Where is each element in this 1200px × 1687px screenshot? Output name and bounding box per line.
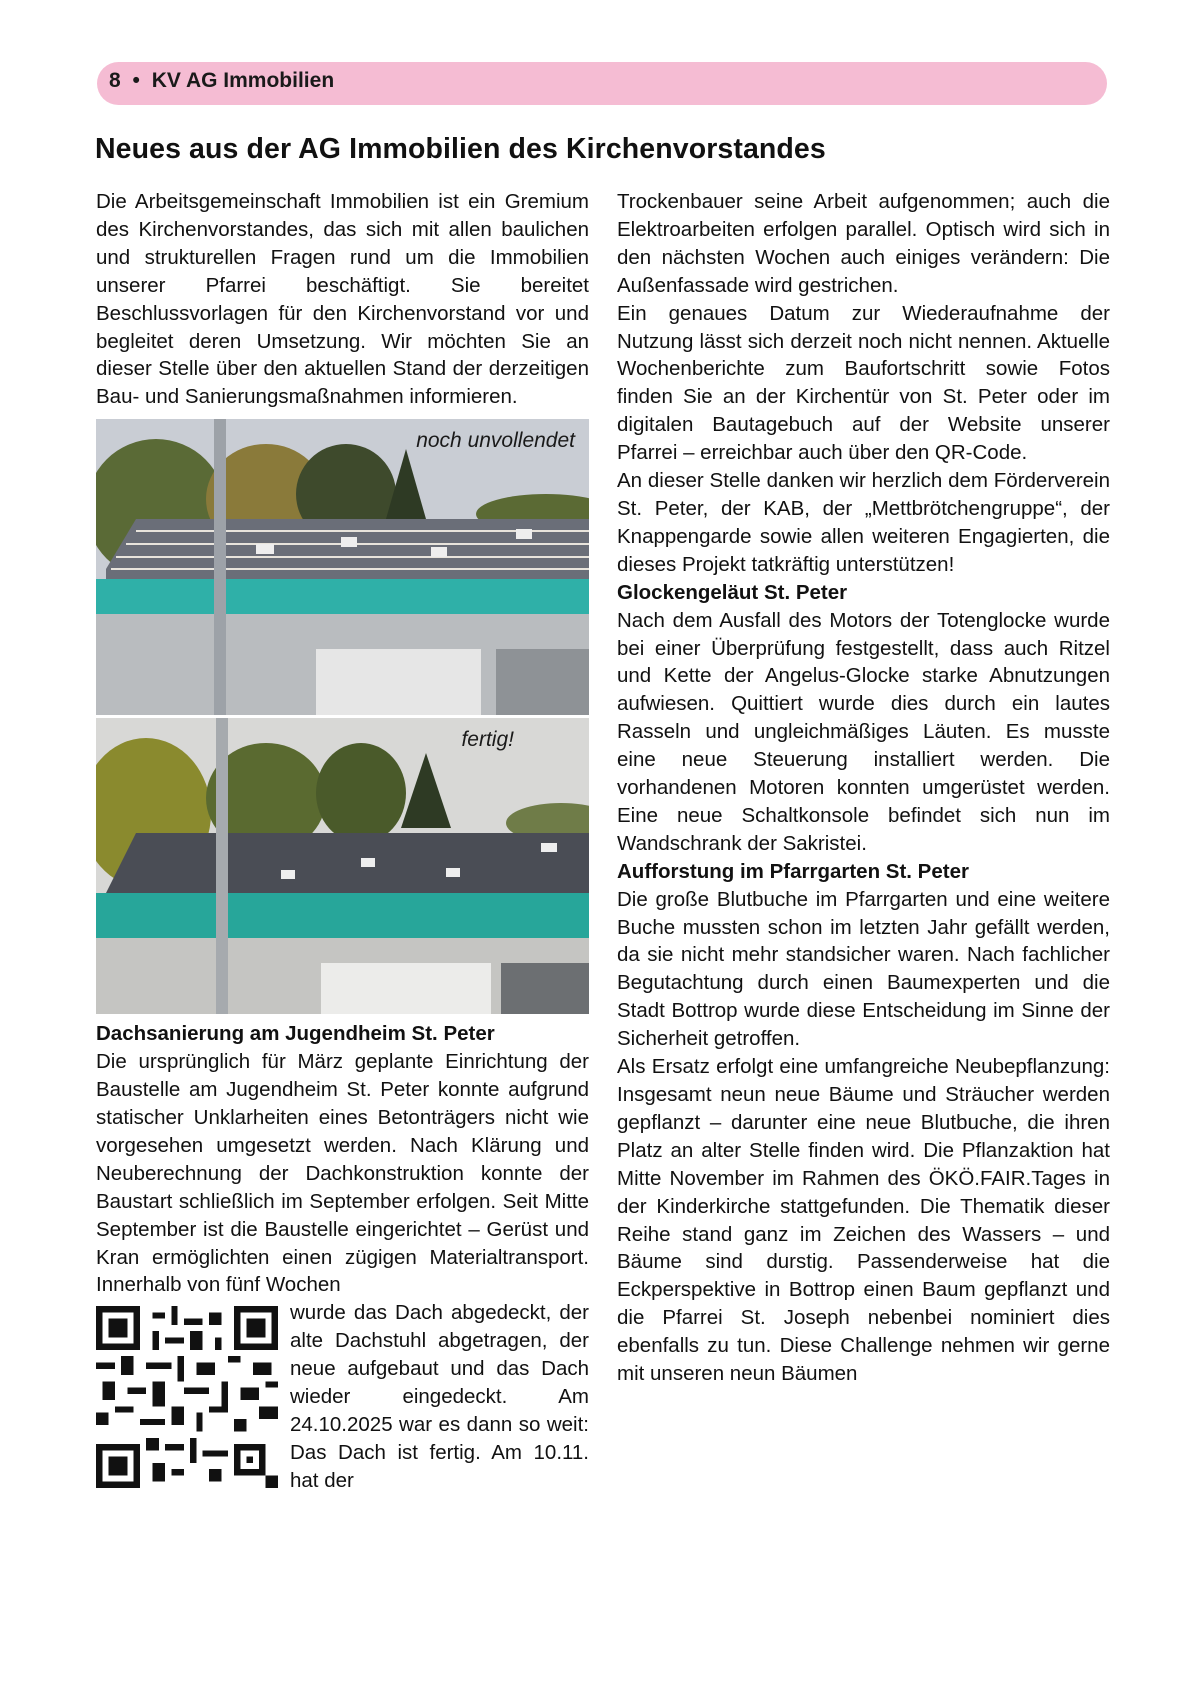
photo-roof-unfinished (96, 419, 589, 715)
reforestation-paragraph-1: Die große Blutbuche im Pfarrgarten und eine weitere Buche mussten schon im letzten Jahr gefällt werden, da sie nicht mehr standsicher waren. Nach fachlicher Begutachtung durch einen Baumexperten und die Stadt Bottrop wurde diese Entscheidung im Sinne der Sicherheit getroffen. (617, 887, 1110, 1051)
column-left (96, 188, 589, 1495)
roof-paragraph-1: Die ursprünglich für März geplante Einrichtung der Baustelle am Jugendheim St. Peter konnte aufgrund statischer Unklarheiten eines Betonträgers nicht wie vorgesehen umgesetzt werden. Nach Klärung und Neuberechnung der Dachkonstruktion konnte der Baustart schließlich im September erfolgen. Seit Mitte September ist die Baustelle eingerichtet – Gerüst und Kran ermöglichten einen zügigen Materialtransport. Innerhalb von fünf Wochen (96, 1050, 589, 1297)
column-right (617, 188, 1110, 1388)
intro-paragraph: Die Arbeitsgemeinschaft Immobilien ist ein Gremium des Kirchenvorstandes, das sich mit allen baulichen und strukturellen Fragen rund um die Immobilien unserer Pfarrei beschäftigt. Sie bereitet Beschlussvorlagen für den Kirchenvorstand vor und begleitet deren Umsetzung. Wir möchten Sie an dieser Stelle über den aktuellen Stand der derzeitigen Bau- und Sanierungsmaßnahmen informieren. (96, 190, 589, 409)
section-heading-roof: Dachsanierung am Jugendheim St. Peter (96, 1022, 495, 1046)
roof-paragraph-4: Ein genaues Datum zur Wiederaufnahme der Nutzung lässt sich derzeit noch nicht nennen. Aktuelle Wochenberichte zum Baufortschritt sowie Fotos finden Sie an der Kirchentür von St. Peter oder im digitalen Bautagebuch auf der Website unserer Pfarrei – erreichbar auch über den QR-Code. (617, 301, 1110, 465)
section-name: KV AG Immobilien (151, 69, 335, 92)
photo-caption: fertig! (461, 728, 514, 752)
photo-caption: noch unvollendet (416, 429, 575, 453)
section-heading-reforestation: Aufforstung im Pfarrgarten St. Peter (617, 859, 969, 883)
photo-roof-finished (96, 718, 589, 1014)
section-header (109, 69, 334, 93)
bells-paragraph: Nach dem Ausfall des Motors der Totenglocke wurde bei einer Überprüfung festgestellt, dass auch Ritzel und Kette der Angelus-Glocke starke Abnutzungen aufwiesen. Quittiert wurde dies durch ein lautes Rasseln und ungleichmäßiges Läuten. Es musste eine neue Steuerung installiert werden. Die vorhandenen Motoren konnten umgerüstet werden. Eine neue Schaltkonsole befindet sich nun im Wandschrank der Sakristei. (617, 608, 1110, 855)
roof-paragraph-3: Trockenbauer seine Arbeit aufgenommen; auch die Elektroarbeiten erfolgen parallel. Optisch wird sich in den nächsten Wochen auch einiges verändern: Die Außenfassade wird gestrichen. (617, 190, 1110, 297)
qr-code-icon (96, 1306, 278, 1488)
roof-paragraph-5: An dieser Stelle danken wir herzlich dem Förderverein St. Peter, der KAB, der „Mettbrötchengruppe“, der Knappengarde sowie allen weiteren Engagierten, die dieses Projekt tatkräftig unterstützen! (617, 469, 1110, 576)
finished-roof-photo-icon (96, 718, 589, 1014)
construction-photo-icon (96, 419, 589, 715)
bullet-separator: • (132, 69, 140, 92)
section-heading-bells: Glockengeläut St. Peter (617, 580, 848, 604)
page-number: 8 (109, 69, 121, 92)
qr-code[interactable] (96, 1306, 278, 1488)
roof-paragraph-2: wurde das Dach abgedeckt, der alte Dachstuhl abgetragen, der neue aufgebaut und das Dach wieder eingedeckt. Am 24.10.2025 war es dann so weit: Das Dach ist fertig. Am 10.11. hat der (290, 1301, 589, 1492)
reforestation-paragraph-2: Als Ersatz erfolgt eine umfangreiche Neubepflanzung: Insgesamt neun neue Bäume und Sträucher werden gepflanzt – darunter eine neue Blutbuche, die ihren Platz an alter Stelle finden wird. Die Pflanzaktion hat Mitte November im Rahmen des ÖKÖ.FAIR.Tages in der Kinderkirche stattgefunden. Die Thematik dieser Reihe stand ganz im Zeichen des Wassers – und Bäume sind durstig. Passenderweise hat die Eckperspektive in Bottrop einen Baum gepflanzt und die Pfarrei St. Joseph nebenbei nominiert dies ebenfalls zu tun. Diese Challenge nehmen wir gerne mit unseren neun Bäumen (617, 1055, 1110, 1386)
page-title: Neues aus der AG Immobilien des Kirchenvorstandes (95, 133, 826, 165)
